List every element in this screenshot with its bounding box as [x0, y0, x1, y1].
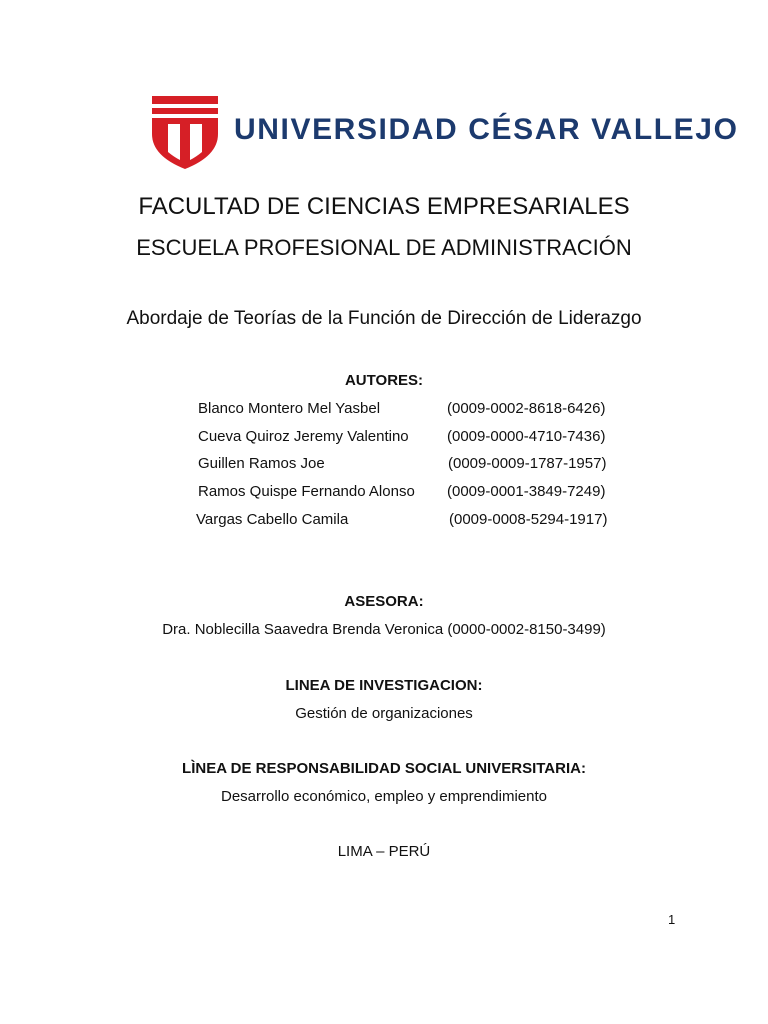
author-name: Ramos Quispe Fernando Alonso — [198, 483, 415, 500]
author-orcid: (0009-0008-5294-1917) — [449, 511, 608, 528]
author-orcid: (0009-0000-4710-7436) — [447, 428, 606, 445]
author-row — [0, 455, 768, 475]
author-name: Vargas Cabello Camila — [196, 511, 349, 528]
advisor-name: Dra. Noblecilla Saavedra Brenda Veronica (0000-0002-8150-3499) — [162, 621, 606, 638]
author-orcid: (0009-0002-8618-6426) — [447, 400, 606, 417]
page-number: 1 — [668, 912, 676, 927]
university-shield-logo — [150, 94, 220, 170]
faculty-heading: FACULTAD DE CIENCIAS EMPRESARIALES — [138, 193, 630, 220]
research-line-value: Gestión de organizaciones — [295, 705, 473, 722]
author-row — [0, 400, 768, 420]
location: LIMA – PERÚ — [337, 843, 431, 860]
author-row — [0, 428, 768, 448]
author-orcid: (0009-0009-1787-1957) — [448, 455, 607, 472]
research-line-label: LINEA DE INVESTIGACION: — [285, 677, 483, 694]
authors-label: AUTORES: — [344, 372, 424, 389]
author-name: Blanco Montero Mel Yasbel — [198, 400, 381, 417]
author-row — [0, 511, 768, 531]
university-name: UNIVERSIDAD CÉSAR VALLEJO — [234, 113, 739, 146]
school-heading: ESCUELA PROFESIONAL DE ADMINISTRACIÓN — [136, 235, 632, 260]
advisor-label: ASESORA: — [344, 593, 424, 610]
social-responsibility-label: LÌNEA DE RESPONSABILIDAD SOCIAL UNIVERSITARIA: — [182, 760, 586, 777]
author-row — [0, 483, 768, 503]
author-name: Guillen Ramos Joe — [198, 455, 325, 472]
document-title: Abordaje de Teorías de la Función de Dirección de Liderazgo — [126, 308, 642, 329]
author-name: Cueva Quiroz Jeremy Valentino — [198, 428, 409, 445]
author-orcid: (0009-0001-3849-7249) — [447, 483, 606, 500]
social-responsibility-value: Desarrollo económico, empleo y emprendimiento — [221, 788, 547, 805]
